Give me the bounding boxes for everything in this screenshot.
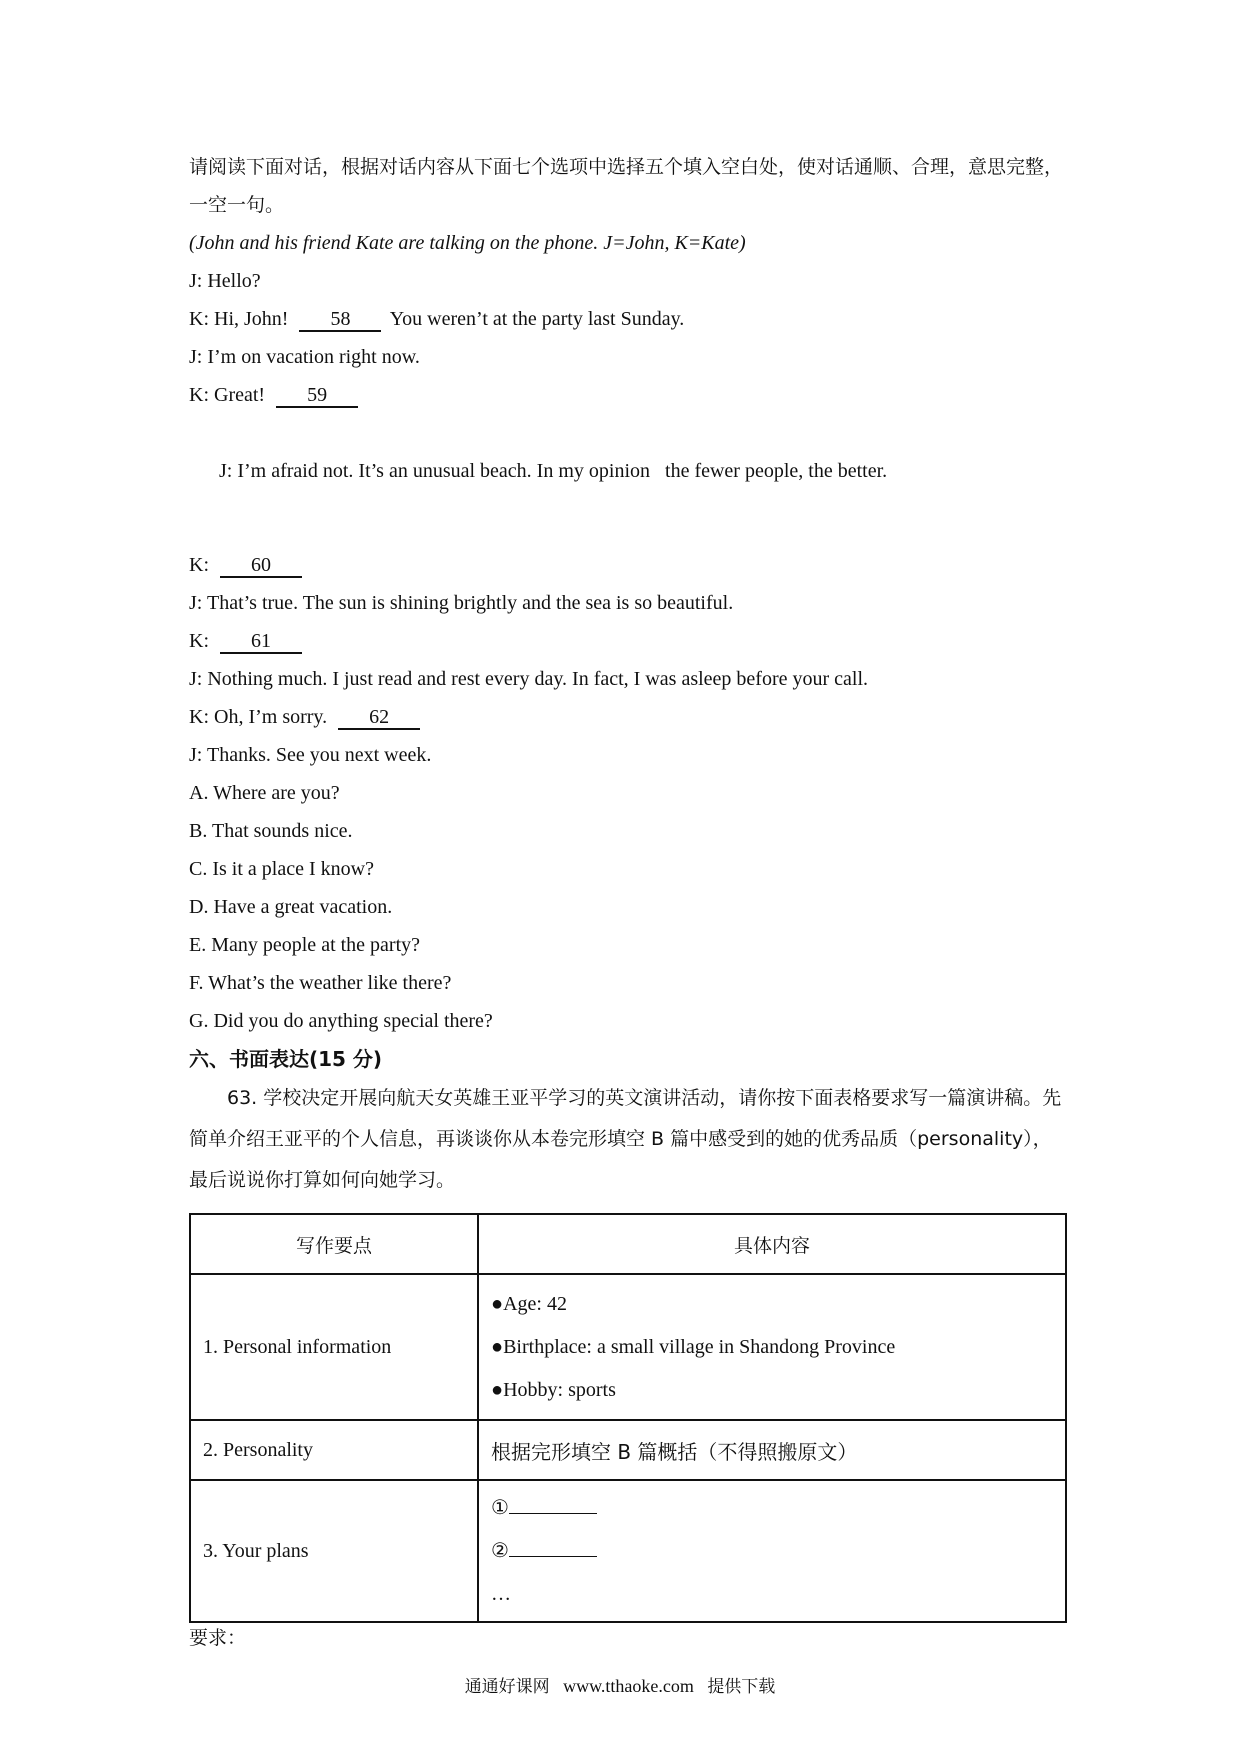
header-specific-content: 具体内容 (478, 1214, 1066, 1274)
info-hobby: ●Hobby: sports (491, 1378, 616, 1401)
option-a: A. Where are you? (189, 782, 340, 804)
exam-page (189, 148, 1065, 1653)
spacer (189, 528, 1065, 546)
dialogue-line-4 (189, 376, 1065, 414)
footer-site-link[interactable]: www.tthaoke.com (563, 1676, 694, 1696)
answer-blank-59: 59 (276, 384, 358, 408)
dialogue-line-6 (189, 546, 1065, 584)
option-f: F. What’s the weather like there? (189, 972, 452, 994)
option-list (189, 774, 1065, 1040)
row-label-personality: 2. Personality (190, 1420, 478, 1480)
answer-blank-58: 58 (299, 308, 381, 332)
dialogue-text: K: (189, 554, 209, 576)
info-birthplace: ●Birthplace: a small village in Shandong Province (491, 1335, 896, 1358)
page-footer (0, 1672, 1240, 1697)
info-age: ●Age: 42 (491, 1292, 567, 1315)
option-c: C. Is it a place I know? (189, 858, 374, 880)
row-content-your-plans (478, 1480, 1066, 1622)
table-row (190, 1274, 1066, 1420)
answer-blank-62: 62 (338, 706, 420, 730)
dialogue-text: J: I’m afraid not. It’s an unusual beach. In my opinion the fewer people, the better. (219, 460, 888, 482)
dialogue-text: K: Hi, John! (189, 308, 289, 330)
answer-blank-61: 61 (220, 630, 302, 654)
row-content-personal-info (478, 1274, 1066, 1420)
dialogue-line-5 (189, 414, 1065, 528)
dialogue-line-7 (189, 584, 1065, 622)
table-header-row (190, 1214, 1066, 1274)
plan-marker: ① (491, 1496, 509, 1519)
dialogue-text: J: That’s true. The sun is shining brightly and the sea is so beautiful. (189, 592, 734, 614)
answer-blank-60: 60 (220, 554, 302, 578)
dialogue-text: You weren’t at the party last Sunday. (389, 308, 685, 330)
plan-blank (509, 1495, 597, 1514)
dialogue-line-3 (189, 338, 1065, 376)
requirements-label: 要求： (189, 1627, 247, 1649)
plan-line-ellipsis: … (491, 1582, 511, 1605)
dialogue-line-1 (189, 262, 1065, 300)
dialogue-text: K: Oh, I’m sorry. (189, 706, 328, 728)
dialogue-line-9 (189, 660, 1065, 698)
table-row (190, 1420, 1066, 1480)
footer-brand: 通通好课网 (464, 1677, 550, 1697)
dialogue-line-2 (189, 300, 1065, 338)
section-heading: 六、书面表达(15 分) (189, 1047, 383, 1071)
writing-prompt: 63. 学校决定开展向航天女英雄王亚平学习的英文演讲活动，请你按下面表格要求写一篇演讲稿。先简单介绍王亚平的个人信息，再谈谈你从本卷完形填空 B 篇中感受到的她的优秀品质（personality），最后说说你打算如何向她学习。 (189, 1087, 1062, 1191)
dialogue-text: K: Great! (189, 384, 266, 406)
row-label-personal-info: 1. Personal information (190, 1274, 478, 1420)
dialogue-text: J: I’m on vacation right now. (189, 346, 420, 368)
plan-line-2 (491, 1530, 1053, 1573)
writing-plan-table (189, 1213, 1067, 1623)
table-row (190, 1480, 1066, 1622)
plan-line-1 (491, 1487, 1053, 1530)
dialogue (189, 262, 1065, 774)
dialogue-line-11 (189, 736, 1065, 774)
footer-download-text: 提供下载 (707, 1677, 776, 1697)
option-b: B. That sounds nice. (189, 820, 353, 842)
dialogue-setting: (John and his friend Kate are talking on the phone. J=John, K=Kate) (189, 232, 746, 254)
option-g: G. Did you do anything special there? (189, 1010, 493, 1032)
dialogue-text: J: Hello? (189, 270, 261, 292)
option-d: D. Have a great vacation. (189, 896, 393, 918)
dialogue-line-10 (189, 698, 1065, 736)
instructions: 请阅读下面对话，根据对话内容从下面七个选项中选择五个填入空白处，使对话通顺、合理，意思完整，一空一句。 (189, 156, 1064, 216)
header-writing-points: 写作要点 (190, 1214, 478, 1274)
dialogue-text: J: Nothing much. I just read and rest every day. In fact, I was asleep before your call. (189, 668, 869, 690)
plan-blank (509, 1538, 597, 1557)
option-e: E. Many people at the party? (189, 934, 421, 956)
row-content-personality: 根据完形填空 B 篇概括（不得照搬原文） (478, 1420, 1066, 1480)
plan-marker: ② (491, 1539, 509, 1562)
dialogue-text: K: (189, 630, 209, 652)
dialogue-line-8 (189, 622, 1065, 660)
dialogue-text: J: Thanks. See you next week. (189, 744, 432, 766)
row-label-your-plans: 3. Your plans (190, 1480, 478, 1622)
